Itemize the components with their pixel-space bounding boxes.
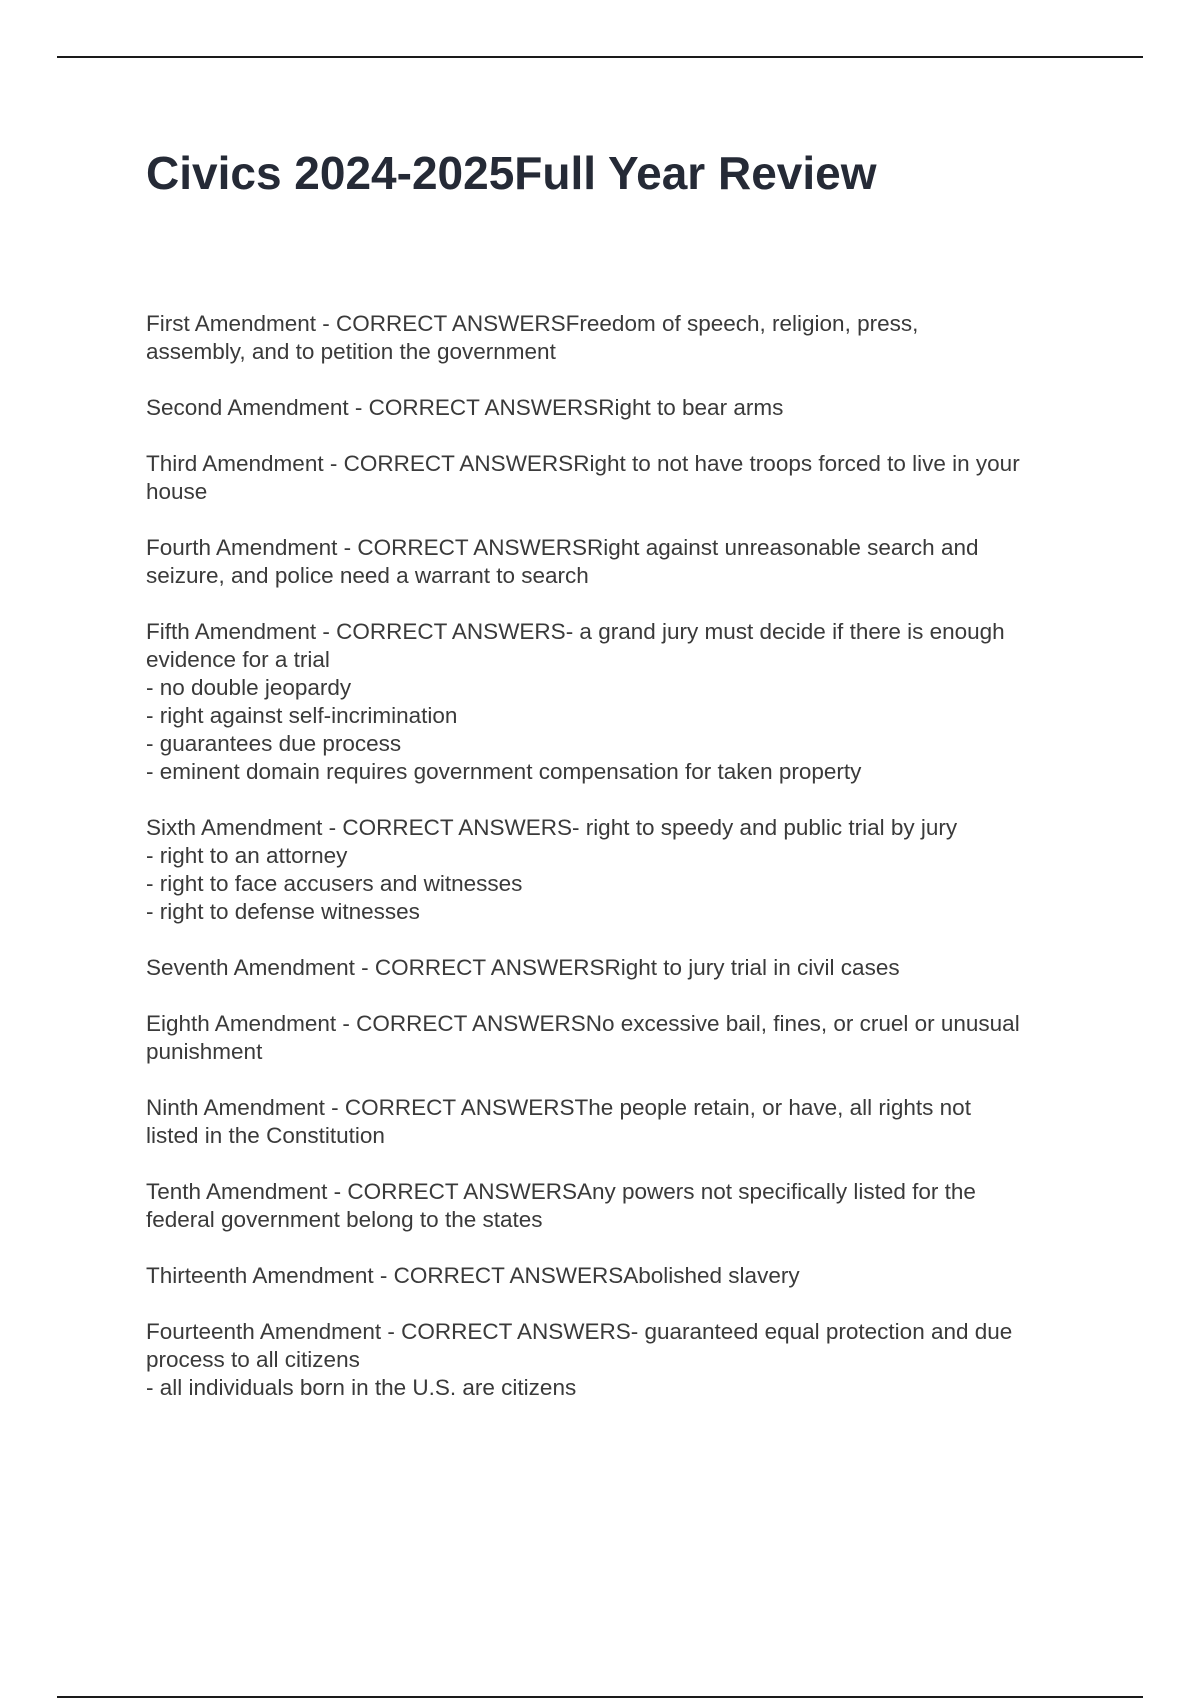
entry-text-line: process to all citizens [146, 1347, 360, 1372]
list-item [146, 394, 1096, 422]
page-title: Civics 2024-2025Full Year Review [146, 147, 877, 199]
entry-text-line: Fourth Amendment - CORRECT ANSWERSRight against unreasonable search and [146, 535, 979, 560]
flashcard-list [146, 310, 1096, 1430]
entry-text-line: Eighth Amendment - CORRECT ANSWERSNo excessive bail, fines, or cruel or unusual [146, 1011, 1020, 1036]
list-item [146, 1094, 1096, 1150]
entry-text-line: house [146, 479, 208, 504]
entry-text-line: Third Amendment - CORRECT ANSWERSRight to not have troops forced to live in your [146, 451, 1020, 476]
entry-text-line: punishment [146, 1039, 263, 1064]
bottom-rule [57, 1696, 1143, 1698]
entry-text-line: Ninth Amendment - CORRECT ANSWERSThe people retain, or have, all rights not [146, 1095, 971, 1120]
entry-text-line: - eminent domain requires government compensation for taken property [146, 759, 862, 784]
list-item [146, 1262, 1096, 1290]
entry-text-line: - right to defense witnesses [146, 899, 420, 924]
entry-text-line: First Amendment - CORRECT ANSWERSFreedom of speech, religion, press, [146, 311, 919, 336]
entry-text-line: - guarantees due process [146, 731, 402, 756]
entry-text-line: Seventh Amendment - CORRECT ANSWERSRight to jury trial in civil cases [146, 955, 900, 980]
entry-text-line: - right to face accusers and witnesses [146, 871, 523, 896]
entry-text-line: - right to an attorney [146, 843, 348, 868]
entry-text-line: Fifth Amendment - CORRECT ANSWERS- a grand jury must decide if there is enough [146, 619, 1005, 644]
entry-text-line: Second Amendment - CORRECT ANSWERSRight to bear arms [146, 395, 784, 420]
list-item [146, 1010, 1096, 1066]
entry-text-line: Sixth Amendment - CORRECT ANSWERS- right to speedy and public trial by jury [146, 815, 958, 840]
entry-text-line: - all individuals born in the U.S. are citizens [146, 1375, 577, 1400]
entry-text-line: federal government belong to the states [146, 1207, 543, 1232]
list-item [146, 814, 1096, 926]
list-item [146, 954, 1096, 982]
entry-text-line: evidence for a trial [146, 647, 330, 672]
entry-text-line: assembly, and to petition the government [146, 339, 556, 364]
entry-text-line: Fourteenth Amendment - CORRECT ANSWERS- guaranteed equal protection and due [146, 1319, 1013, 1344]
entry-text-line: - no double jeopardy [146, 675, 352, 700]
entry-text-line: seizure, and police need a warrant to search [146, 563, 589, 588]
list-item [146, 618, 1096, 786]
entry-text-line: listed in the Constitution [146, 1123, 385, 1148]
list-item [146, 1178, 1096, 1234]
list-item [146, 450, 1096, 506]
entry-text-line: - right against self-incrimination [146, 703, 458, 728]
entry-text-line: Tenth Amendment - CORRECT ANSWERSAny powers not specifically listed for the [146, 1179, 976, 1204]
list-item [146, 310, 1096, 366]
list-item [146, 1318, 1096, 1402]
top-rule [57, 56, 1143, 58]
entry-text-line: Thirteenth Amendment - CORRECT ANSWERSAbolished slavery [146, 1263, 800, 1288]
list-item [146, 534, 1096, 590]
